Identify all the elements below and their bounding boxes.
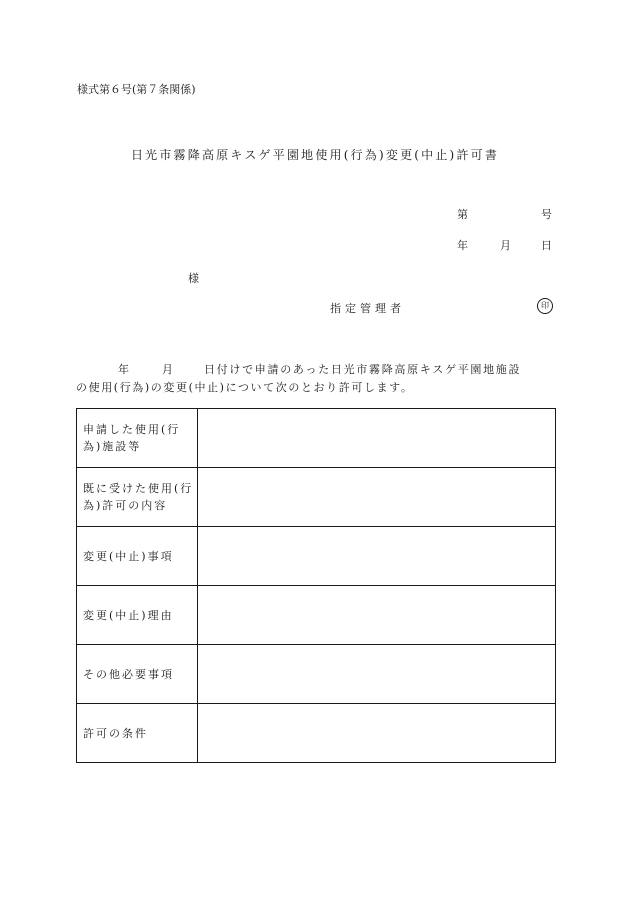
row-value-field[interactable] <box>198 527 556 586</box>
row-label: 変更(中止)理由 <box>77 586 198 645</box>
row-value-field[interactable] <box>198 704 556 763</box>
body-line-2: の使用(行為)の変更(中止)について次のとおり許可します。 <box>76 381 414 394</box>
permit-details-table <box>76 408 556 763</box>
row-value-field[interactable] <box>198 409 556 468</box>
row-value-field[interactable] <box>198 645 556 704</box>
permit-number-prefix: 第 <box>457 208 468 221</box>
permit-number-suffix: 号 <box>541 208 552 221</box>
table-row <box>77 468 556 527</box>
date-month-label: 月 <box>500 239 511 252</box>
row-label: 申請した使用(行為)施設等 <box>77 409 198 468</box>
seal-mark: 印 <box>537 298 553 314</box>
row-label: 変更(中止)事項 <box>77 527 198 586</box>
table-row <box>77 586 556 645</box>
row-label: その他必要事項 <box>77 645 198 704</box>
table-row <box>77 527 556 586</box>
date-day-label: 日 <box>541 239 552 252</box>
body-year-label: 年 <box>118 363 129 376</box>
table-row <box>77 409 556 468</box>
issuer-label: 指定管理者 <box>330 302 405 315</box>
row-label: 許可の条件 <box>77 704 198 763</box>
recipient-honorific: 様 <box>188 272 199 285</box>
document-title: 日光市霧降高原キスゲ平園地使用(行為)変更(中止)許可書 <box>130 148 500 162</box>
row-label: 既に受けた使用(行為)許可の内容 <box>77 468 198 527</box>
table-row <box>77 645 556 704</box>
row-value-field[interactable] <box>198 468 556 527</box>
row-value-field[interactable] <box>198 586 556 645</box>
body-line-1-text: 日付けで申請のあった日光市霧降高原キスゲ平園地施設 <box>204 363 522 376</box>
body-month-label: 月 <box>162 363 173 376</box>
table-row <box>77 704 556 763</box>
date-year-label: 年 <box>457 239 468 252</box>
form-number: 様式第６号(第７条関係) <box>77 83 196 96</box>
